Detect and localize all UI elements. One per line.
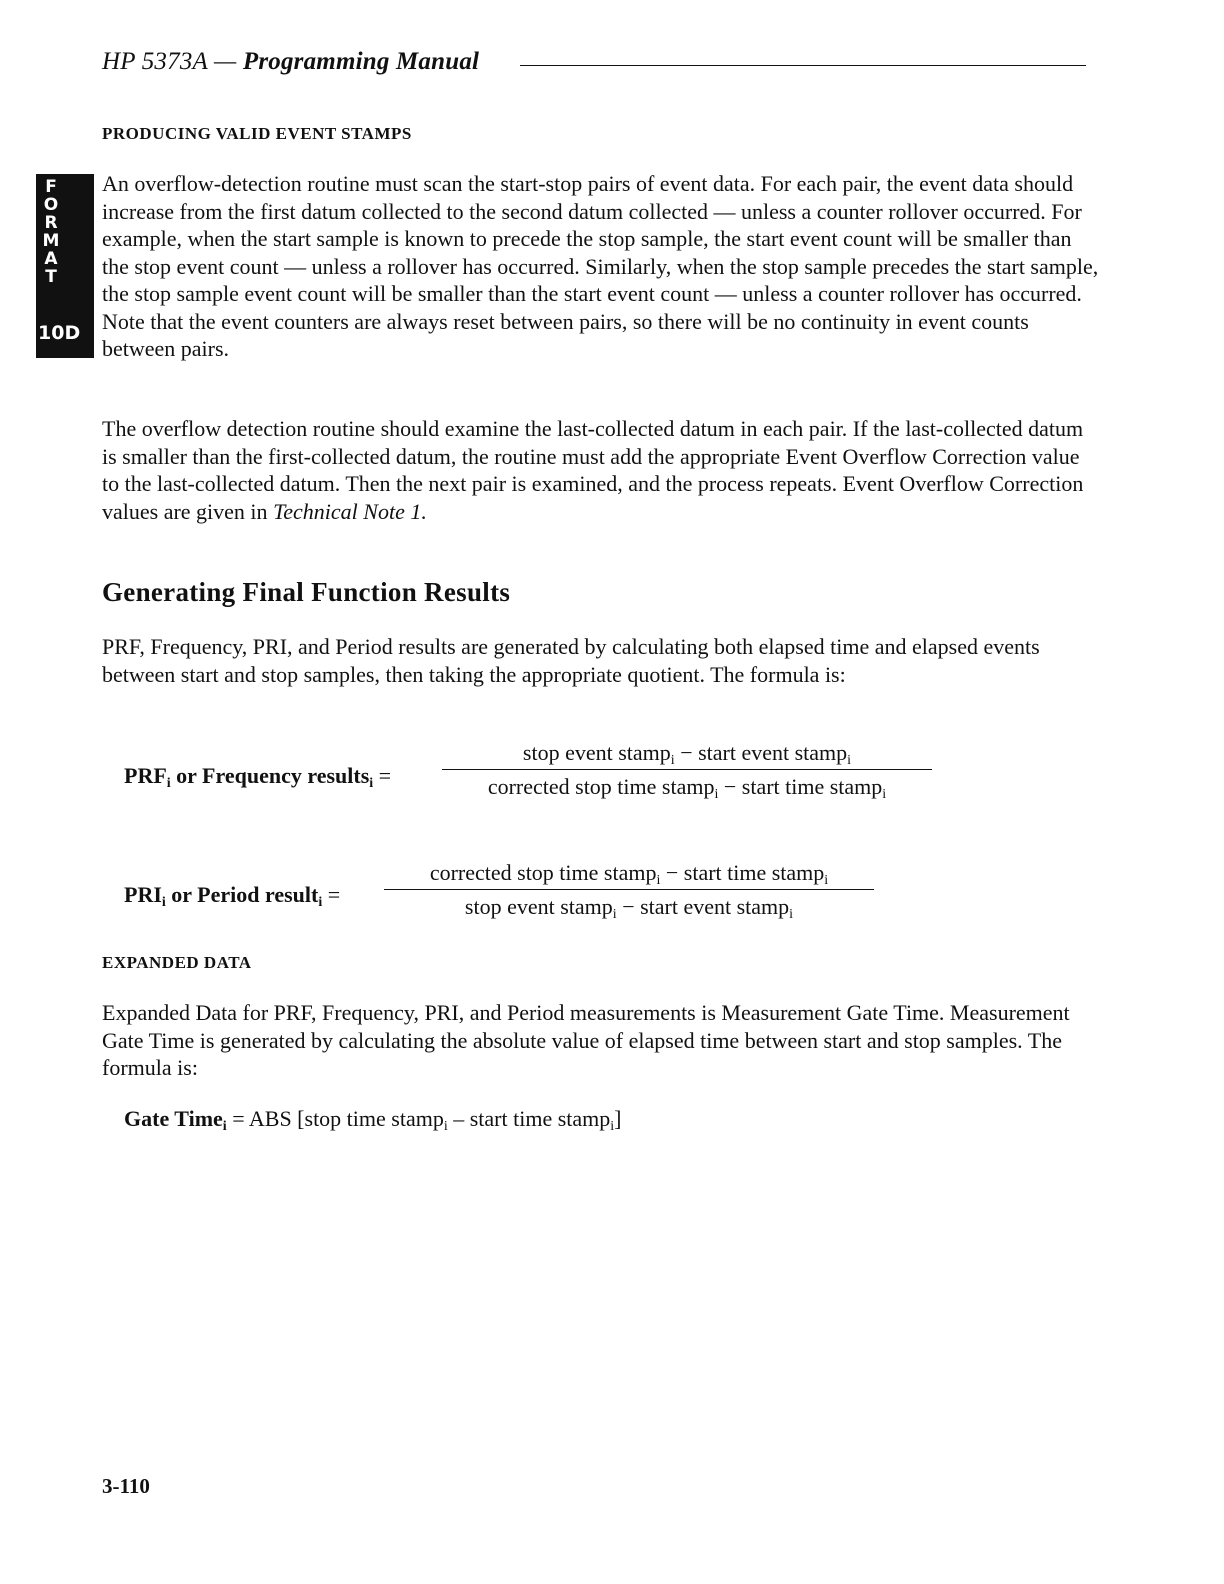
paragraph-text: An overflow-detection routine must scan the start-stop pairs of event data. For each pair, the event data should increase from the first datum collected to the second datum collected — unless a counter rollover occurred. For example, when the start sample is known to precede the stop sample, the start event count will be smaller than the stop event count — unless a rollover has occurred. Similarly, when the stop sample precedes the start sample, the stop sample event count will be smaller than the start event count — unless a counter rollover has occurred. Note that the event counters are always reset between pairs, so there will be no continuity in event counts between pairs. bbox=[102, 171, 1099, 361]
header-rule bbox=[520, 65, 1086, 66]
subscript-i: i bbox=[824, 873, 829, 888]
paragraph-text: Expanded Data for PRF, Frequency, PRI, and Period measurements is Measurement Gate Time. Measurement Gate Time is generated by calculating the absolute value of elapsed time between start and stop samples. The formula is: bbox=[102, 1000, 1070, 1080]
term: − start time stamp bbox=[718, 774, 883, 799]
term: stop event stamp bbox=[464, 894, 613, 919]
tab-letter: T bbox=[45, 267, 57, 287]
subscript-i: i bbox=[369, 776, 374, 791]
term: – start time stamp bbox=[447, 1106, 611, 1131]
subscript-i: i bbox=[610, 1119, 615, 1134]
subscript-i: i bbox=[714, 787, 719, 802]
subscript-i: i bbox=[656, 873, 661, 888]
format-thumb-tab bbox=[36, 174, 94, 358]
subscript-i: i bbox=[670, 753, 675, 768]
header-manual-title: Programming Manual bbox=[242, 48, 480, 75]
fraction-bar bbox=[442, 769, 932, 770]
term: = ABS [stop time stamp bbox=[226, 1106, 444, 1131]
lhs-term: PRF bbox=[124, 763, 167, 788]
term: corrected stop time stamp bbox=[487, 774, 715, 799]
tab-number: 10D bbox=[38, 322, 81, 344]
subscript-i: i bbox=[789, 907, 794, 922]
paragraph-text bbox=[102, 415, 1102, 525]
denominator bbox=[442, 774, 932, 800]
subscript-i: i bbox=[222, 1119, 227, 1134]
section-label-producing-valid-event-stamps: PRODUCING VALID EVENT STAMPS bbox=[102, 124, 412, 143]
term: − start event stamp bbox=[616, 894, 790, 919]
numerator bbox=[442, 740, 932, 766]
lhs-term: PRI bbox=[124, 882, 162, 907]
term: stop event stamp bbox=[522, 740, 671, 765]
paragraph-function-results bbox=[102, 633, 1102, 688]
tab-letter: M bbox=[42, 231, 60, 251]
gate-time-formula bbox=[124, 1106, 621, 1132]
section-label-expanded-data: EXPANDED DATA bbox=[102, 953, 252, 972]
term: − start event stamp bbox=[674, 740, 848, 765]
paragraph-overflow-routine bbox=[102, 415, 1102, 525]
header-model: HP 5373A — bbox=[102, 48, 243, 75]
heading-generating-final-function-results: Generating Final Function Results bbox=[102, 577, 511, 607]
tab-letter: F bbox=[45, 177, 57, 197]
term: − start time stamp bbox=[660, 860, 825, 885]
lhs-term: or Period result bbox=[165, 882, 319, 907]
paragraph-main-text: The overflow detection routine should examine the last-collected datum in each pair. If the last-collected datum is smaller than the first-collected datum, the routine must add the appropriate Event Overflow Correction value to the last-collected datum. Then the next pair is examined, and the process repeats. Event Overflow Correction values are given in bbox=[102, 416, 1084, 524]
paragraph-expanded-data bbox=[102, 999, 1102, 1082]
subscript-i: i bbox=[847, 753, 852, 768]
subscript-i: i bbox=[443, 1119, 448, 1134]
running-header bbox=[102, 48, 479, 76]
subscript-i: i bbox=[161, 895, 166, 910]
gate-time-label: Gate Time bbox=[124, 1106, 223, 1131]
page-number: 3-110 bbox=[102, 1474, 150, 1498]
subscript-i: i bbox=[612, 907, 617, 922]
equals-sign: = bbox=[322, 882, 341, 907]
equation-lhs bbox=[124, 763, 391, 789]
paragraph-overflow-detection bbox=[102, 170, 1102, 363]
subscript-i: i bbox=[882, 787, 887, 802]
lhs-term: or Frequency results bbox=[170, 763, 370, 788]
tab-letter: A bbox=[44, 249, 58, 269]
tab-letter: R bbox=[44, 213, 58, 233]
equation-fraction bbox=[442, 740, 932, 800]
term: corrected stop time stamp bbox=[429, 860, 657, 885]
tab-letter: O bbox=[43, 195, 59, 215]
equation-lhs bbox=[124, 882, 340, 908]
subscript-i: i bbox=[318, 895, 323, 910]
equation-fraction bbox=[384, 860, 874, 920]
technical-note-reference: Technical Note 1. bbox=[273, 498, 427, 524]
tab-letters bbox=[36, 178, 66, 286]
numerator bbox=[384, 860, 874, 886]
subscript-i: i bbox=[166, 776, 171, 791]
paragraph-text: PRF, Frequency, PRI, and Period results are generated by calculating both elapsed time and elapsed events between start and stop samples, then taking the appropriate quotient. The formula is: bbox=[102, 634, 1040, 687]
denominator bbox=[384, 894, 874, 920]
term: ] bbox=[614, 1106, 622, 1131]
fraction-bar bbox=[384, 889, 874, 890]
equals-sign: = bbox=[373, 763, 392, 788]
